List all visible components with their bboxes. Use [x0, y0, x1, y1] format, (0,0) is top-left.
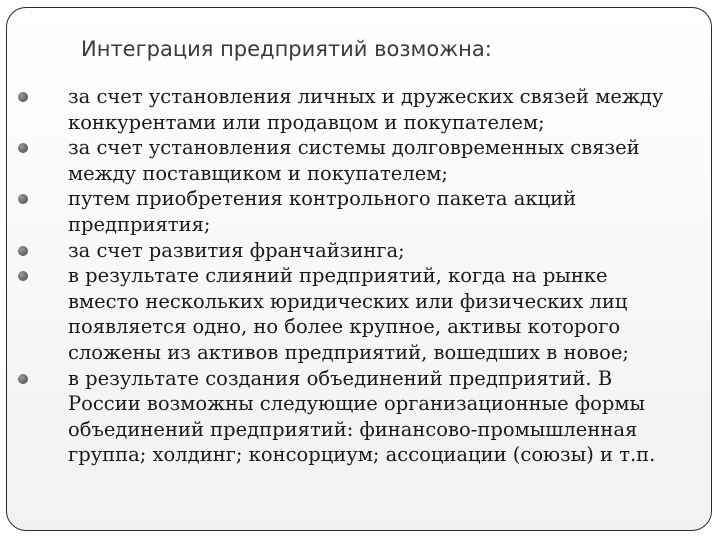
- bullet-dot-icon: [18, 143, 28, 153]
- bullet-text-line: конкурентами или продавцом и покупателем;: [68, 110, 545, 134]
- bullet-dot-icon: [18, 271, 28, 281]
- bullet-text-line: вместо нескольких юридических или физических лиц: [68, 289, 628, 313]
- bullet-text-line: появляется одно, но более крупное, активы которого: [68, 315, 621, 339]
- bullet-text-line: за счет развития франчайзинга;: [68, 238, 405, 262]
- bullet-item: [18, 263, 698, 365]
- bullet-text-line: в результате слияний предприятий, когда на рынке: [68, 264, 608, 288]
- bullet-dot-icon: [18, 194, 28, 204]
- slide-title: Интеграция предприятий возможна:: [81, 37, 492, 61]
- bullet-item: [18, 238, 698, 264]
- bullet-dot-icon: [18, 246, 28, 256]
- bullet-text-line: за счет установления системы долговременных связей: [68, 136, 640, 160]
- bullet-dot-icon: [18, 92, 28, 102]
- bullet-text-line: в результате создания объединений предприятий. В: [68, 366, 613, 390]
- bullet-text-line: путем приобретения контрольного пакета акций: [68, 187, 577, 211]
- bullet-text-line: за счет установления личных и дружеских связей между: [68, 85, 664, 108]
- bullet-dot-icon: [18, 374, 28, 384]
- bullet-text-line: объединений предприятий: финансово-промышленная: [68, 417, 638, 441]
- bullet-text-line: между поставщиком и покупателем;: [68, 161, 449, 185]
- bullet-item: [18, 366, 698, 468]
- bullet-text-line: сложены из активов предприятий, вошедших в новое;: [68, 340, 630, 364]
- bullet-item: [18, 135, 698, 186]
- bullet-text-line: группа; холдинг; консорциум; ассоциации (союзы) и т.п.: [68, 443, 656, 467]
- bullet-item: [18, 84, 698, 135]
- bullet-item: [18, 186, 698, 237]
- bullet-list: [18, 84, 698, 468]
- bullet-text-line: предприятия;: [68, 212, 211, 236]
- bullet-text-line: России возможны следующие организационные формы: [68, 392, 646, 416]
